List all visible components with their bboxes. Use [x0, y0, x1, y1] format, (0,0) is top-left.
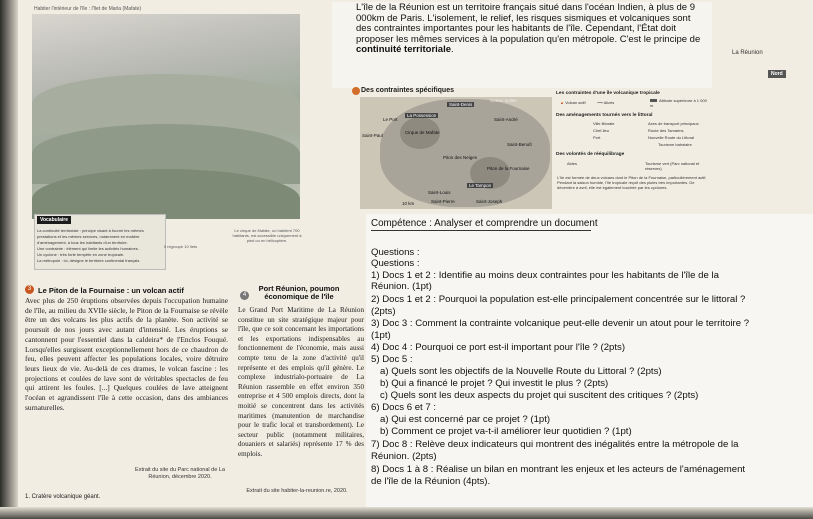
legend-note: L'île est formée de deux volcans dont le Piton de la Fournaise, particulièrement actif. Pendant la saison humide, l'île tropicale reçoit des pluies très importantes. De décembre à avril, elle est également touchée par les cyclones.: [557, 175, 707, 191]
figure-caption: [25, 494, 100, 500]
map-scale: 10 km: [402, 201, 415, 206]
map-label: Le Tampon: [469, 183, 492, 188]
doc-number-badge: 3: [25, 285, 34, 294]
map-label: Piton des Neiges: [443, 155, 478, 160]
vocab-line: Un cyclone : très forte tempête en zone tropicale.: [37, 252, 125, 257]
map-label: Saint-Louis: [428, 190, 451, 195]
question-1: 1) Docs 1 et 2 : Identifie au moins deux contraintes pour les habitants de l'île de la: [371, 270, 719, 281]
question-2-points: (2pts): [371, 306, 396, 317]
intro-text-before: L'île de la Réunion est un territoire français situé dans l'océan Indien, à plus de 9 000km de Paris. L'isolement, le relief, les risques sismiques et volcaniques sont des contraintes importantes pour les habitants de l'île. Cependant, l'État doit proposer les mêmes services à la population qu'en métropole. C'est le principe de: [356, 2, 701, 45]
question-7-cont: Réunion. (2pts): [371, 451, 437, 462]
doc-title: Le Piton de la Fournaise : un volcan actif: [38, 286, 184, 295]
map-number-icon: [352, 87, 360, 95]
inset-label: La Réunion: [732, 50, 763, 56]
page-shadow-left: [0, 0, 18, 519]
photo-caption: Habiter l'intérieur de l'île : l'îlet de Marla (Mafate): [34, 6, 142, 12]
question-8-cont: de l'île de la Réunion (4pts).: [371, 476, 491, 487]
legend-label: Route des Tamarins: [648, 128, 684, 133]
map-label: Saint-Joseph: [476, 199, 503, 204]
divider: [371, 230, 591, 231]
figure-label: 1. Cratère volcanique géant.: [25, 494, 101, 500]
map-label: Saint-Pierre: [431, 199, 455, 204]
question-3: 3) Doc 3 : Comment la contrainte volcanique peut-elle devenir un atout pour le territoire ?: [371, 318, 750, 329]
altitude-swatch: [650, 99, 657, 102]
volcano-icon: ▲: [560, 100, 564, 105]
map-label: Saint-André: [494, 117, 518, 122]
doc-body: Le Grand Port Maritime de La Réunion constitue un site stratégique majeur pour l'île, que ce soit concernant les importations et les exportations indispensables au fonctionnement de l'économie, mais aussi compte tenu de la zone d'activité qu'il représente et des emplois qu'il génère. Le complexe industrialo-portuaire de La Réunion rassemble en effet environ 350 entreprise et 4 500 emplois directs, dont la moitié se concentrent dans les activités maritimes (manutention de marchandise pour le trafic local et transbordement). Le secteur public (notamment militaires, douaniers et salariés) représente 17 % des emplois.: [238, 306, 364, 458]
question-8: 8) Docs 1 à 8 : Réalise un bilan en montrant les enjeux et les acteurs de l'aménagement: [371, 464, 746, 475]
questions-label: Questions :: [371, 247, 420, 258]
legend-title: Des volontés de rééquilibrage: [556, 152, 625, 157]
legend-label: Ville littorale: [593, 121, 615, 126]
map-label: La Possession: [407, 113, 437, 118]
doc-source: Extrait du site habiter-la-reunion.re, 2020.: [246, 488, 348, 494]
vocab-line: La métropole : ici, désigne le territoire continental français.: [37, 258, 141, 263]
intro-text-after: .: [451, 44, 454, 56]
legend-item: [560, 100, 586, 105]
vocab-line: prestations et les mêmes services, notamment en matière: [37, 234, 140, 239]
question-4: 4) Doc 4 : Pourquoi ce port est-il important pour l'île ? (2pts): [371, 342, 626, 353]
legend-title: Les contraintes d'une île volcanique tropicale: [556, 91, 660, 96]
north-arrow: Nord: [768, 70, 786, 78]
mafate-caption: Le cirque de Mafate, où habitent 700 habitants, est accessible uniquement à pied ou en hélicoptère.: [232, 228, 302, 243]
legend-label: Axes de transport principaux: [648, 121, 699, 126]
question-5: 5) Doc 5 :: [371, 354, 413, 365]
question-1-cont: Réunion. (1pt): [371, 281, 432, 292]
legend-title: Des aménagements tournés vers le littoral: [556, 113, 653, 118]
mafate-photo: [32, 14, 300, 219]
legend-label: Chef-lieu: [593, 128, 610, 133]
legend-label: Alizés: [603, 100, 615, 105]
legend-label: Tourisme balnéaire: [658, 142, 692, 147]
question-6a: a) Qui est concerné par ce projet ? (1pt): [380, 414, 551, 425]
question-3-points: (1pt): [371, 330, 391, 341]
map-label: Cirque de Mafate: [405, 130, 440, 135]
legend-label: Port: [593, 135, 601, 140]
vocab-line: d'aménagement, à tous les habitants d'un territoire.: [37, 240, 128, 245]
vocab-line: La continuité territoriale : principe visant à fournir les mêmes: [37, 228, 144, 233]
map-label: Le Port: [383, 117, 398, 122]
question-6: 6) Docs 6 et 7 :: [371, 402, 437, 413]
vocabulary-title: Vocabulaire: [37, 216, 71, 224]
legend-label: Altitude supérieure à 1 000 m: [650, 98, 707, 108]
question-5b: b) Qui a financé le projet ? Qui investit le plus ? (2pts): [380, 378, 609, 389]
legend-label: Aides: [567, 161, 578, 166]
question-5c: c) Quels sont les deux aspects du projet qui suscitent des critiques ? (2pts): [380, 390, 699, 401]
legend-label: Nouvelle Route du Littoral: [648, 135, 695, 140]
map-title: Des contraintes spécifiques: [361, 87, 454, 94]
doc-number-badge: 4: [240, 291, 249, 300]
intro-text: [356, 3, 701, 56]
doc-source: Extrait du site du Parc national de La Réunion, décembre 2020.: [135, 467, 225, 480]
map-label: Piton de la Fournaise: [487, 166, 530, 171]
map-label: Océan Indien: [490, 98, 517, 103]
question-7: 7) Doc 8 : Relève deux indicateurs qui montrent des inégalités entre la métropole de la: [371, 439, 739, 450]
question-5a: a) Quels sont les objectifs de la Nouvelle Route du Littoral ? (2pts): [380, 366, 662, 377]
map-label: Saint-Paul: [362, 133, 383, 138]
map-label: Saint-Benoît: [507, 142, 532, 147]
competence-heading: Compétence : Analyser et comprendre un document: [371, 218, 598, 229]
mafate-caption-2: Il regroupe 10 îlets: [164, 244, 198, 249]
vocab-line: Une contrainte : élément qui limite les activités humaines.: [37, 246, 139, 251]
legend-label: Tourisme vert (Parc national et réserves): [645, 161, 700, 171]
page-shadow-bottom: [0, 507, 813, 519]
question-6b: b) Comment ce projet va-t-il améliorer leur quotidien ? (1pt): [380, 426, 632, 437]
intro-highlight: continuité territoriale: [356, 44, 452, 56]
wind-icon: ⟶: [597, 100, 603, 105]
map-label: Saint-Denis: [449, 102, 473, 107]
doc-body: Avec plus de 250 éruptions observées depuis l'occupation humaine de l'île, au milieu du XVIIe siècle, le Piton de la Fournaise se révèle être un des volcans les plus actifs de la planète. Son activité se poursuit de nos jours avec autant d'intensité. Les éruptions se cantonnent pour l'essentiel dans la caldeira* de l'Enclos Fouqué. Lorsqu'elles surgissent exceptionnellement hors de ce chaudron de feu, elles peuvent affecter les populations locales, voire détruire leurs lieux de vie. Au-delà de ces drames, le volcan fascine : les projections et coulées de lave sont de véritables spectacles de feu qui attirent les foules. [...] Quelques coulées de lave atteignent l'océan et agrandissent l'île à cette occasion, dans des ambiances surnaturelles.: [25, 296, 228, 412]
legend-item: [597, 100, 614, 105]
doc-title: Port Réunion, poumon économique de l'île: [258, 284, 340, 301]
legend-item: [650, 98, 710, 108]
question-2: 2) Docs 1 et 2 : Pourquoi la population est-elle principalement concentrée sur le littoral ?: [371, 294, 746, 305]
legend-label: Volcan actif: [565, 100, 586, 105]
reunion-map: [360, 97, 552, 209]
questions-label: Questions :: [371, 258, 420, 269]
